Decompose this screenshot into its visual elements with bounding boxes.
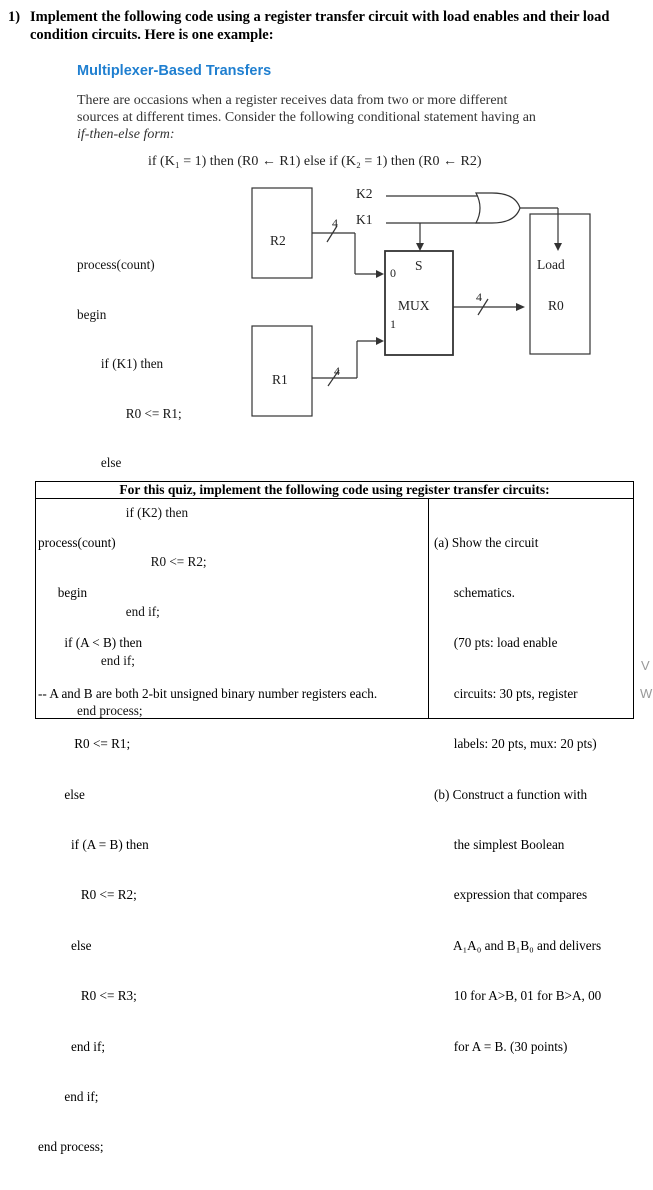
code-line: end process; (38, 1139, 104, 1155)
code-line: R0 <= R1; (38, 736, 131, 752)
code-line: process(count) (38, 534, 116, 550)
k2-label: K2 (356, 186, 373, 201)
code-line: end if; (38, 1038, 106, 1054)
bus-width-label: 4 (332, 216, 338, 230)
code-line: if (A = B) then (38, 836, 149, 852)
code-line: R0 <= R2; (121, 554, 207, 569)
paragraph-line-2: sources at different times. Consider the following conditional statement having an (77, 110, 536, 125)
code-line: process(count) (77, 257, 155, 272)
task-line: the simplest Boolean (434, 836, 565, 852)
code-line: begin (38, 584, 88, 600)
code-line: end if; (106, 603, 160, 619)
bus-width-label: 4 (334, 364, 340, 378)
table-divider (428, 499, 429, 718)
question-number: 1) (8, 9, 21, 25)
mux-input-1-label: 1 (390, 317, 396, 331)
code-line: if (K1) then (91, 356, 164, 371)
code-line: end if; (91, 653, 135, 668)
task-line: A₁A₀ and B₁B₀ and delivers (434, 937, 602, 953)
code-line: R0 <= R2; (38, 887, 137, 903)
task-line: for A = B. (30 points) (434, 1038, 568, 1054)
mux-circuit-diagram (0, 0, 653, 480)
question-line-1: Implement the following code using a register transfer circuit with load enables and their load (30, 9, 610, 25)
r2-label: R2 (270, 233, 286, 248)
task-line: (b) Construct a function with (434, 786, 588, 802)
bus-width-label: 4 (476, 290, 482, 304)
r1-label: R1 (272, 372, 288, 387)
code-line: R0 <= R1; (106, 405, 182, 421)
edge-mark: W (640, 686, 653, 701)
quiz-code (38, 501, 377, 1190)
edge-mark: V (641, 658, 650, 673)
quiz-header: For this quiz, implement the following code using register transfer circuits: (36, 482, 633, 499)
code-line: end process; (77, 702, 143, 718)
paragraph-line-1: There are occasions when a register receives data from two or more different (77, 93, 508, 108)
task-line: labels: 20 pts, mux: 20 pts) (434, 736, 597, 752)
register-r1 (252, 326, 312, 416)
code-line: else (38, 937, 92, 953)
k1-label: K1 (356, 212, 373, 227)
task-line: expression that compares (434, 887, 588, 903)
code-line: else (38, 786, 85, 802)
code-line: end if; (38, 1088, 99, 1104)
quiz-table (35, 481, 634, 1155)
mux-input-0-label: 0 (390, 266, 396, 280)
or-gate (476, 193, 520, 223)
quiz-tasks (434, 501, 634, 1089)
register-r0 (530, 214, 590, 354)
task-line: schematics. (434, 584, 515, 600)
code-line: else (91, 455, 122, 470)
task-line: 10 for A>B, 01 for B>A, 00 (434, 988, 602, 1004)
load-label: Load (537, 257, 565, 272)
mux-select-label: S (415, 258, 423, 273)
conditional-formula: if (K₁ = 1) then (R0 ← R1) else if (K₂ = 1) then (R0 ← R2) (148, 154, 482, 169)
task-line: (a) Show the circuit (434, 534, 539, 550)
code-line: begin (77, 306, 107, 322)
code-line: R0 <= R3; (38, 988, 137, 1004)
task-line: (70 pts: load enable (434, 635, 558, 651)
question-line-2: condition circuits. Here is one example: (30, 27, 274, 43)
mux-label: MUX (398, 298, 430, 313)
code-line: if (K2) then (106, 504, 189, 520)
code-line: -- A and B are both 2-bit unsigned binary number registers each. (38, 685, 378, 701)
task-line: circuits: 30 pts, register (434, 685, 578, 701)
paragraph-line-3: if-then-else form: (77, 127, 175, 142)
example-heading: Multiplexer-Based Transfers (77, 63, 272, 79)
r0-label: R0 (548, 298, 564, 313)
code-line: if (A < B) then (38, 635, 143, 651)
